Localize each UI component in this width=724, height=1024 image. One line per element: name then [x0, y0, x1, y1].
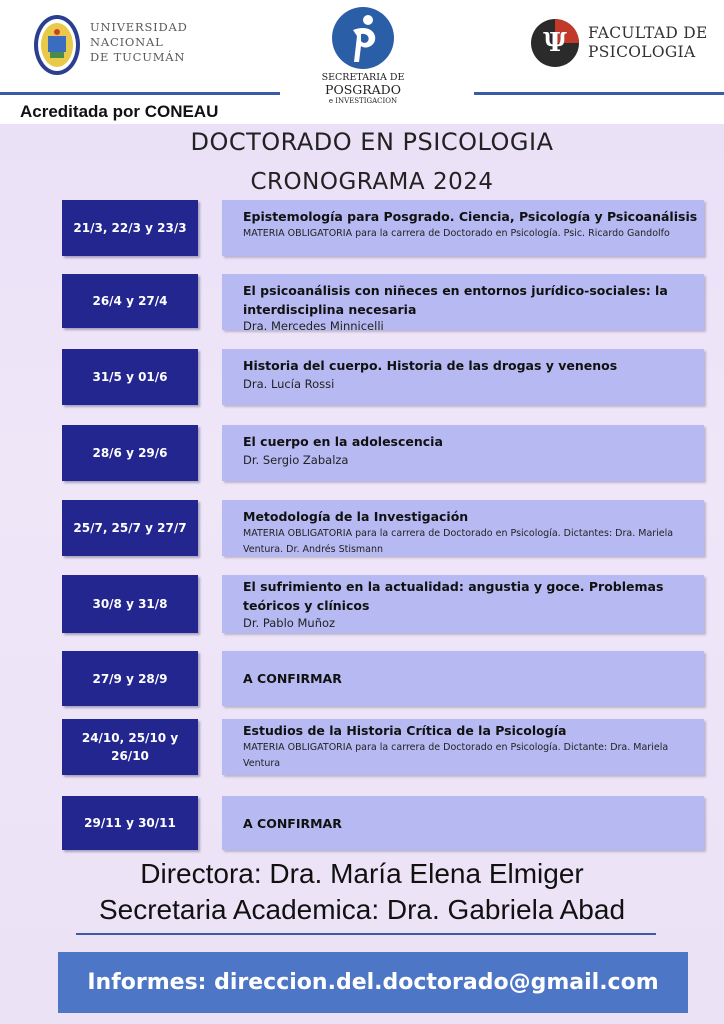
course-info — [222, 719, 704, 775]
date-label: 21/3, 22/3 y 23/3 — [62, 200, 198, 256]
secretaria-logo — [331, 6, 395, 70]
directora-label: Directora: Dra. María Elena Elmiger — [140, 858, 584, 889]
course-teacher: Dra. Mercedes Minnicelli — [243, 319, 384, 333]
course-info — [222, 274, 704, 333]
course-info — [222, 500, 704, 556]
date-label: 27/9 y 28/9 — [62, 651, 198, 706]
course-info — [222, 200, 704, 256]
date-label: 24/10, 25/10 y 26/10 — [62, 719, 198, 775]
svg-text:Ψ: Ψ — [543, 28, 567, 58]
date-label: 31/5 y 01/6 — [62, 349, 198, 405]
course-title: Epistemología para Posgrado. Ciencia, Psicología y Psicoanálisis — [243, 209, 698, 224]
page-title: DOCTORADO EN PSICOLOGIA — [190, 128, 554, 156]
course-description: MATERIA OBLIGATORIA para la carrera de Doctorado en Psicología. Psic. Ricardo Gandolfo — [243, 228, 670, 239]
page-subtitle: CRONOGRAMA 2024 — [250, 169, 494, 195]
course-title: A CONFIRMAR — [243, 671, 342, 686]
secretaria-name: SECRETARIA DE POSGRADO e INVESTIGACION — [321, 72, 405, 105]
facultad-psicologia-logo — [530, 18, 580, 68]
facultad-name: FACULTAD DE PSICOLOGIA — [588, 24, 708, 61]
footer-divider — [76, 933, 656, 935]
accreditation-label: Acreditada por CONEAU — [20, 102, 219, 121]
course-description: MATERIA OBLIGATORIA para la carrera de Doctorado en Psicología. Dictante: Dra. Mariela Ventura — [243, 742, 669, 769]
course-title: Estudios de la Historia Crítica de la Psicología — [243, 723, 567, 738]
course-info — [222, 651, 704, 706]
course-title: Historia del cuerpo. Historia de las drogas y venenos — [243, 358, 618, 373]
course-teacher: Dr. Sergio Zabalza — [243, 453, 349, 467]
course-title: El psicoanálisis con niñeces en entornos jurídico-sociales: la interdisciplina necesaria — [243, 283, 668, 317]
date-label: 26/4 y 27/4 — [62, 274, 198, 328]
course-description: MATERIA OBLIGATORIA para la carrera de Doctorado en Psicología. Dictantes: Dra. Mariela Ventura. Dr. Andrés Stismann — [243, 528, 674, 555]
header — [0, 0, 724, 124]
date-label: 30/8 y 31/8 — [62, 575, 198, 633]
date-label: 25/7, 25/7 y 27/7 — [62, 500, 198, 556]
course-info — [222, 349, 704, 405]
informes-banner — [58, 952, 688, 1013]
course-title: El sufrimiento en la actualidad: angustia y goce. Problemas teóricos y clínicos — [243, 579, 664, 613]
unt-seal-logo — [33, 14, 81, 76]
date-label: 29/11 y 30/11 — [62, 796, 198, 850]
course-title: El cuerpo en la adolescencia — [243, 434, 443, 449]
header-divider-right — [474, 92, 724, 95]
course-info — [222, 796, 704, 850]
course-teacher: Dra. Lucía Rossi — [243, 377, 335, 391]
header-divider-left — [0, 92, 280, 95]
course-info — [222, 425, 704, 481]
course-info — [222, 575, 704, 633]
date-label: 28/6 y 29/6 — [62, 425, 198, 481]
informes-email-text: Informes: direccion.del.doctorado@gmail.com — [87, 970, 659, 995]
course-title: A CONFIRMAR — [243, 815, 342, 831]
course-teacher: Dr. Pablo Muñoz — [243, 616, 336, 630]
secretaria-academica-label: Secretaria Academica: Dra. Gabriela Abad — [98, 894, 626, 925]
course-title: Metodología de la Investigación — [243, 509, 469, 524]
university-name: UNIVERSIDAD NACIONAL DE TUCUMÁN — [90, 20, 188, 64]
